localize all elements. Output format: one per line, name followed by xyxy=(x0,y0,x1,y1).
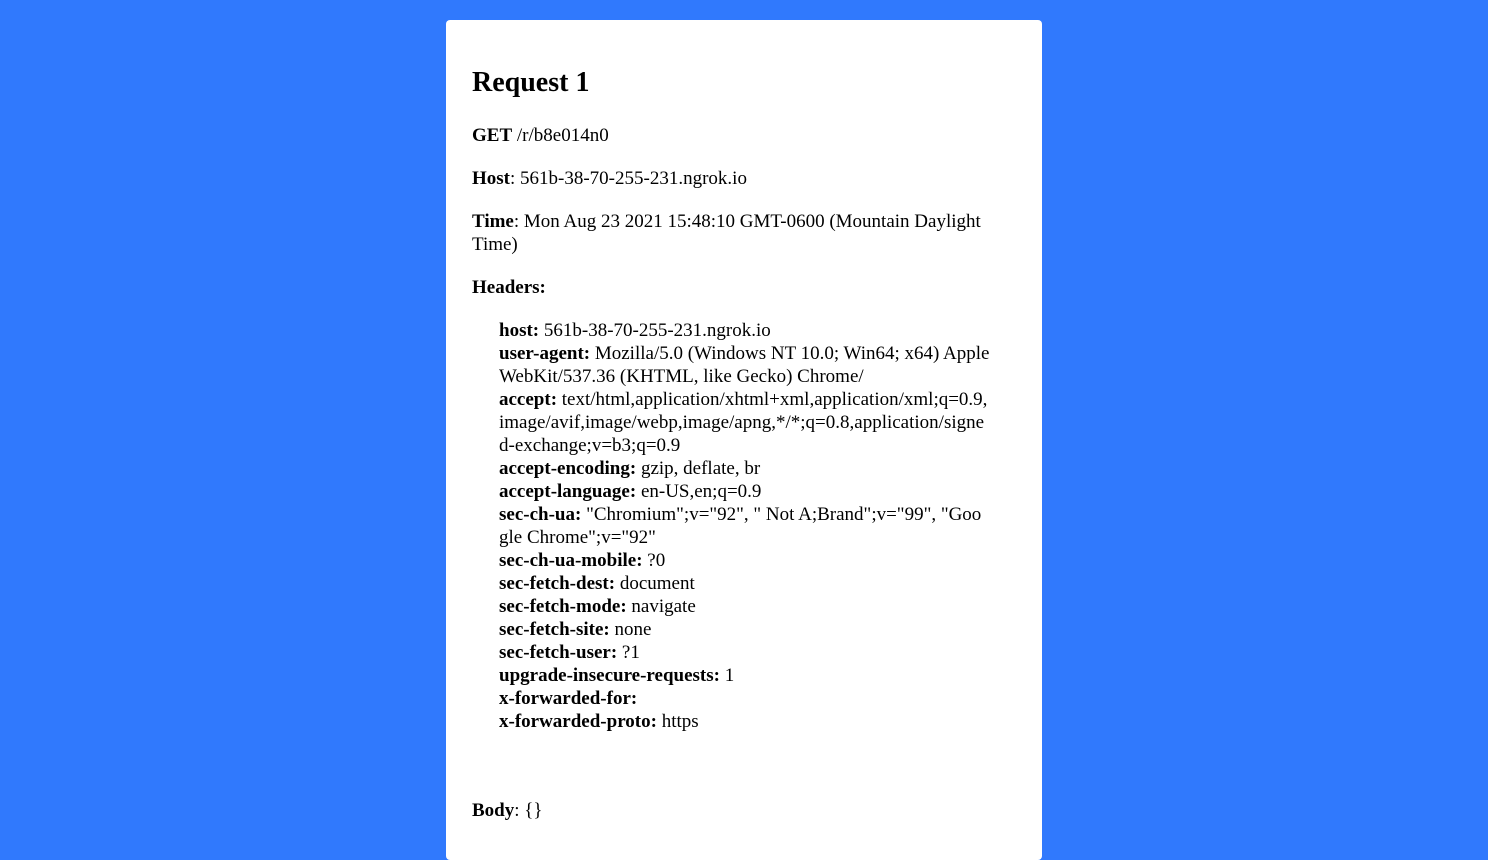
request-path: /r/b8e014n0 xyxy=(516,125,609,146)
header-value: text/html,application/xhtml+xml,application/xml;q=0.9,image/avif,image/webp,image/apng,*/*;q=0.8,application/signed-exchange;v=b3;q=0.9 xyxy=(499,389,988,456)
header-value: en-US,en;q=0.9 xyxy=(640,481,762,502)
header-item xyxy=(499,342,990,388)
header-key: sec-fetch-mode: xyxy=(499,596,627,617)
header-item xyxy=(499,710,990,733)
time-label: Time xyxy=(472,211,514,232)
header-value: 561b-38-70-255-231.ngrok.io xyxy=(543,320,771,341)
header-value: document xyxy=(619,573,695,594)
header-key: accept: xyxy=(499,389,558,410)
header-item xyxy=(499,572,990,595)
header-key: sec-fetch-dest: xyxy=(499,573,616,594)
header-item xyxy=(499,319,990,342)
host-value: 561b-38-70-255-231.ngrok.io xyxy=(520,168,747,189)
header-item xyxy=(499,480,990,503)
body-value: {} xyxy=(524,800,543,821)
body-label: Body xyxy=(472,800,515,821)
header-item xyxy=(499,549,990,572)
headers-list xyxy=(499,319,990,733)
header-key: sec-fetch-site: xyxy=(499,619,610,640)
header-key: accept-encoding: xyxy=(499,458,637,479)
header-item xyxy=(499,457,990,480)
header-value: none xyxy=(614,619,652,640)
header-key: host: xyxy=(499,320,540,341)
header-key: x-forwarded-proto: xyxy=(499,711,657,732)
headers-heading: Headers: xyxy=(472,277,546,298)
header-item xyxy=(499,595,990,618)
header-key: x-forwarded-for: xyxy=(499,688,638,709)
header-value: https xyxy=(661,711,699,732)
header-value: ?1 xyxy=(621,642,640,663)
header-item xyxy=(499,664,990,687)
header-item xyxy=(499,687,990,710)
request-line xyxy=(472,124,1016,147)
request-card xyxy=(446,20,1042,860)
body-line: Body: {} xyxy=(472,800,543,821)
header-value: 1 xyxy=(724,665,735,686)
header-item xyxy=(499,388,990,457)
header-item xyxy=(499,503,990,549)
header-value: Mozilla/5.0 (Windows NT 10.0; Win64; x64) AppleWebKit/537.36 (KHTML, like Gecko) Chrome/ xyxy=(499,343,990,387)
header-key: sec-ch-ua: xyxy=(499,504,582,525)
header-key: sec-fetch-user: xyxy=(499,642,618,663)
header-key: upgrade-insecure-requests: xyxy=(499,665,720,686)
time-value: Mon Aug 23 2021 15:48:10 GMT-0600 (Mountain Daylight Time) xyxy=(472,211,981,255)
header-value: navigate xyxy=(631,596,696,617)
header-item xyxy=(499,618,990,641)
method-label: GET xyxy=(472,125,513,146)
header-value: ?0 xyxy=(647,550,666,571)
header-value: "Chromium";v="92", " Not A;Brand";v="99", "Google Chrome";v="92" xyxy=(499,504,982,548)
header-value: gzip, deflate, br xyxy=(640,458,761,479)
header-item xyxy=(499,641,990,664)
header-key: user-agent: xyxy=(499,343,591,364)
host-label: Host xyxy=(472,168,510,189)
time-line: Time: Mon Aug 23 2021 15:48:10 GMT-0600 (Mountain Daylight Time) xyxy=(472,211,981,255)
request-title: Request 1 xyxy=(472,67,590,98)
header-key: sec-ch-ua-mobile: xyxy=(499,550,643,571)
header-key: accept-language: xyxy=(499,481,637,502)
host-line: Host: 561b-38-70-255-231.ngrok.io xyxy=(472,168,747,189)
